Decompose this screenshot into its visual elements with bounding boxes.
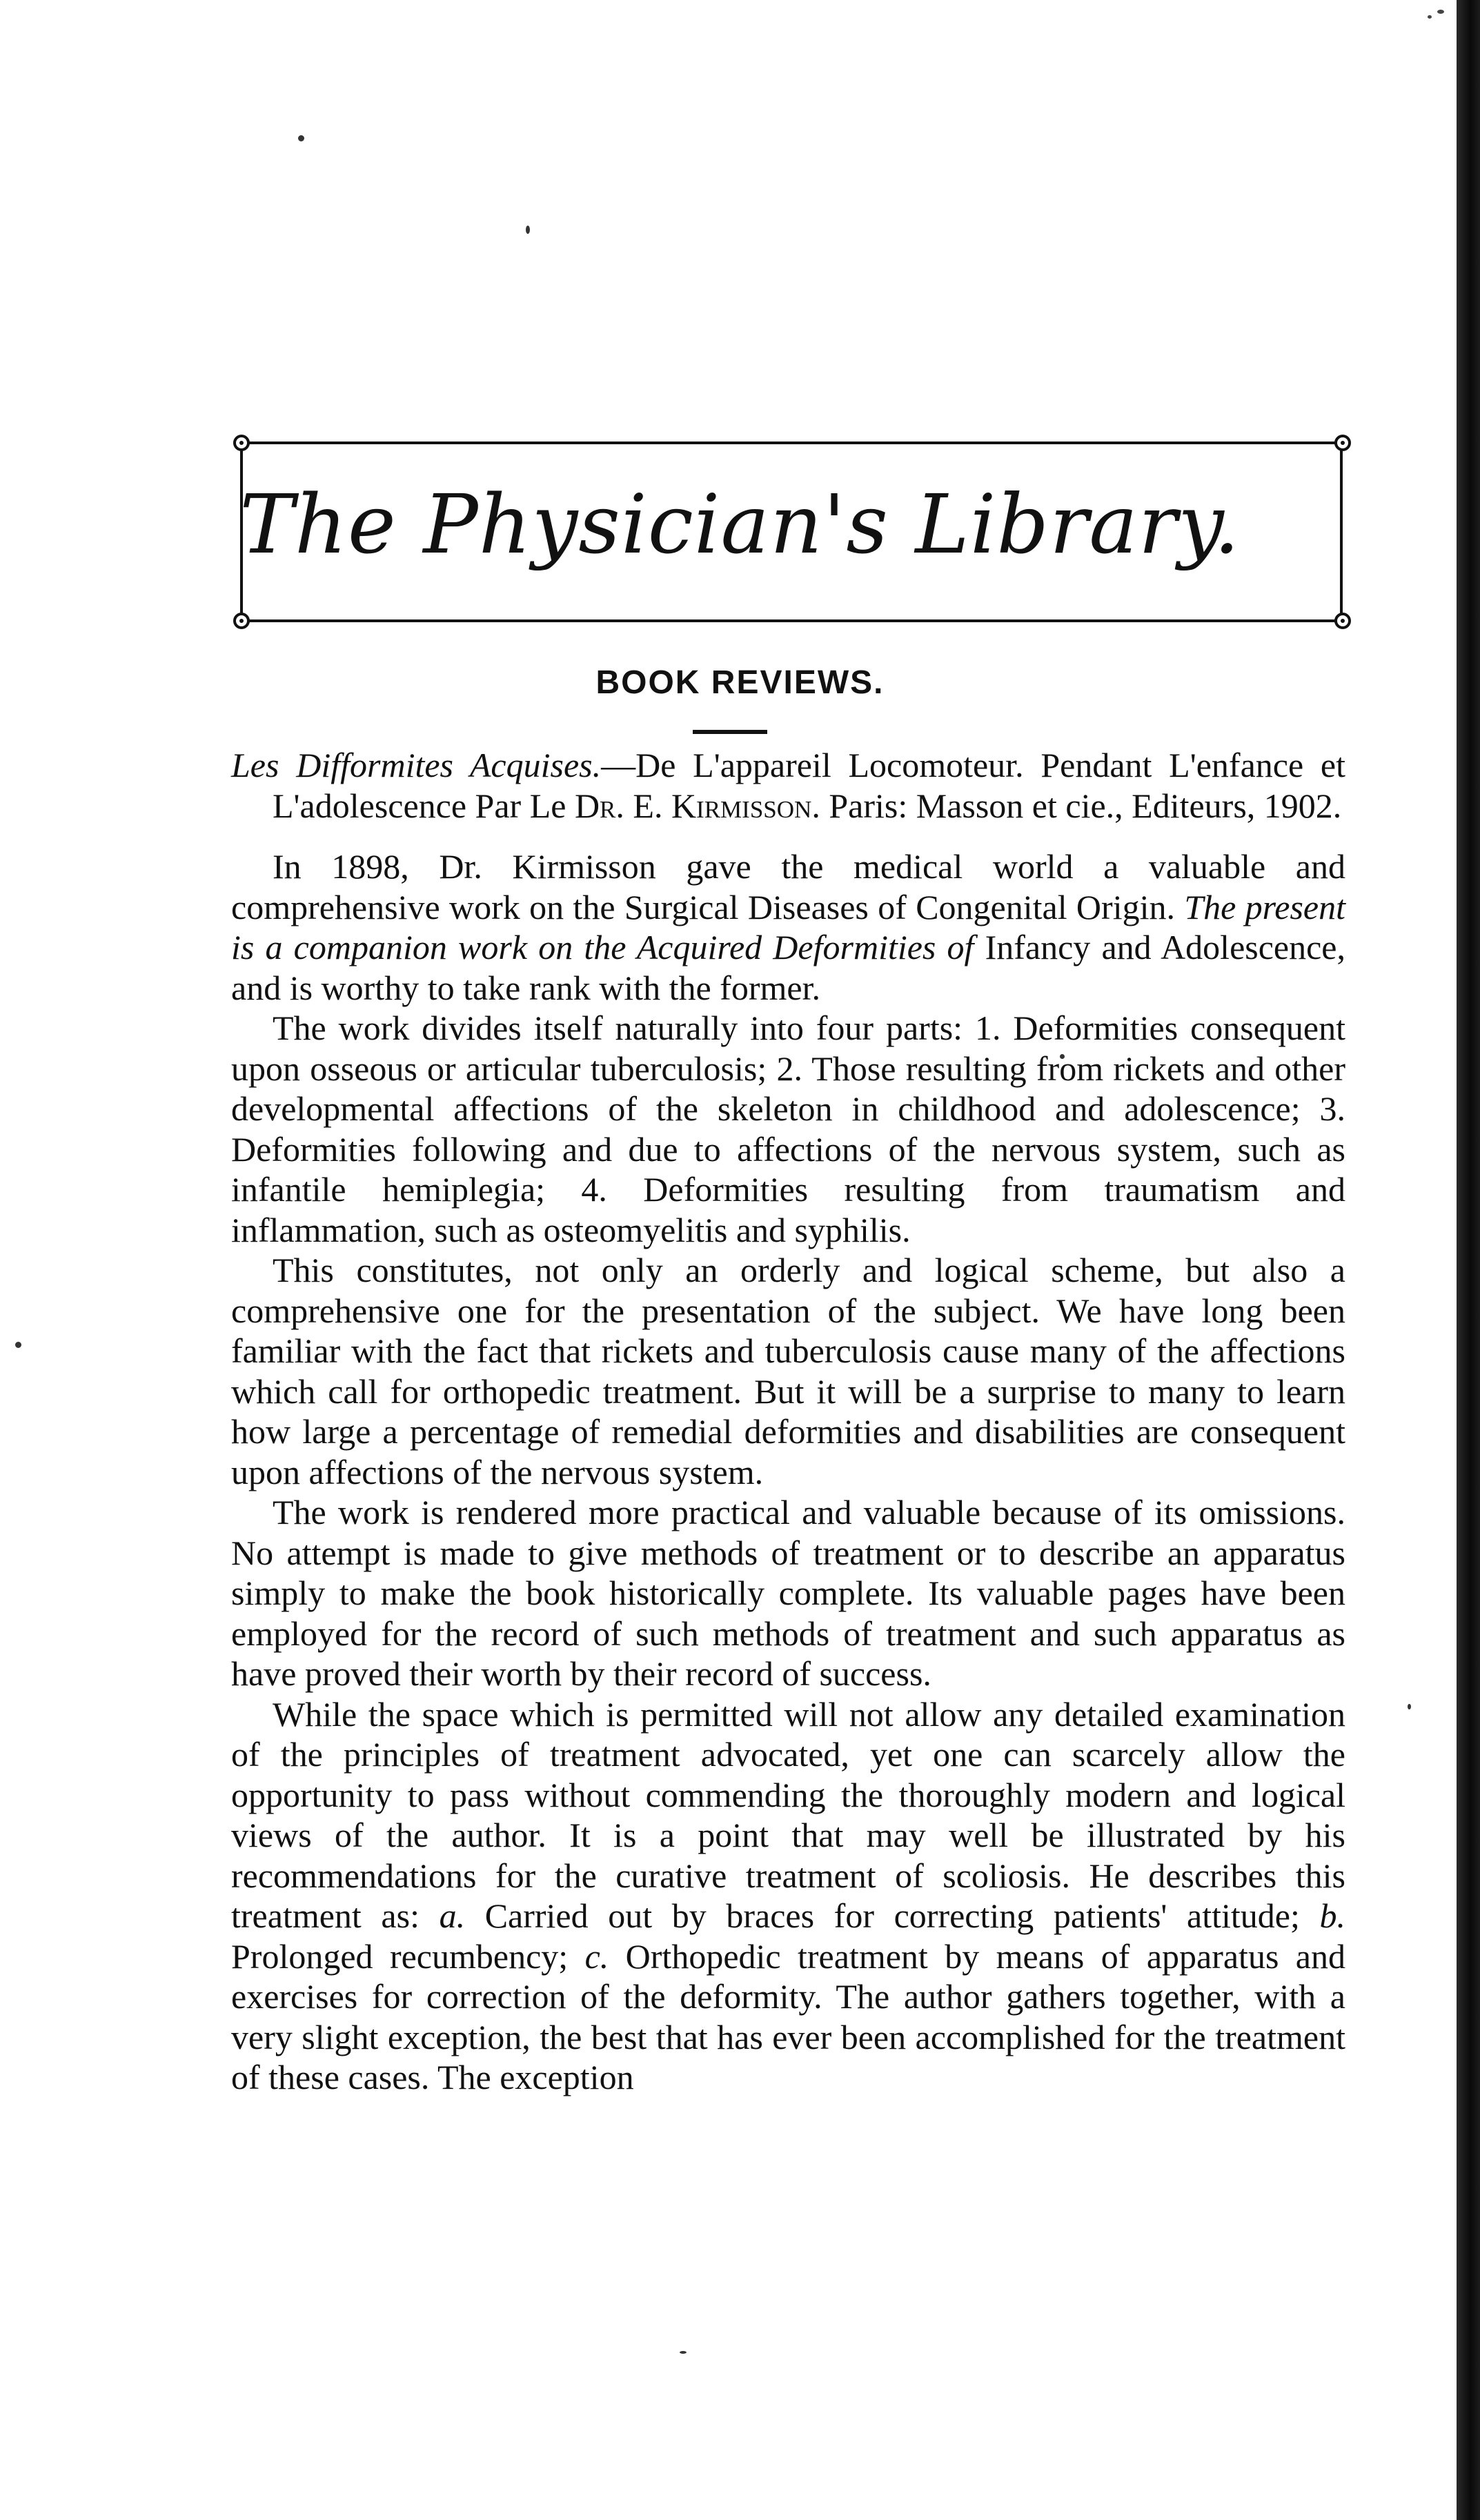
scan-speck <box>1408 1704 1411 1709</box>
paragraph-text: In 1898, Dr. Kirmisson gave the medical world a valuable and comprehensive work on the Surgical Diseases of Congenital Origin. <box>231 847 1345 926</box>
book-citation <box>231 745 1345 826</box>
review-paragraph-3: This constitutes, not only an orderly and logical scheme, but also a comprehensive one for the presentation of the subject. We have long been familiar with the fact that rickets and tuberculosis cause many of the affections which call for orthopedic treatment. But it will be a surprise to many to learn how large a percentage of remedial deformities and disabilities are consequent upon affections of the nervous system. <box>231 1251 1345 1491</box>
scan-speck <box>15 1342 21 1348</box>
list-letter: b. <box>1319 1896 1345 1935</box>
list-letter: c. <box>584 1936 609 1976</box>
corner-ornament-top-left <box>233 435 250 451</box>
paragraph-text: Carried out by braces for correcting patients' attitude; <box>465 1896 1320 1935</box>
paragraph-text-italic: The present is a companion work on the Acquired Deformities of <box>231 887 1346 966</box>
header-top-rule <box>241 442 1347 444</box>
review-text-column <box>231 745 1345 2098</box>
scan-speck <box>680 2351 687 2354</box>
scan-speck <box>1437 10 1444 14</box>
corner-ornament-bottom-left <box>233 613 250 629</box>
citation-author: Dr. E. Kirmisson. <box>574 786 820 825</box>
paragraph-text: While the space which is permitted will not allow any detailed examination of the principles of treatment advocated, yet one can scarcely allow the opportunity to pass without commending the thoroughly modern and logical views of the author. It is a point that may well be illustrated by his recommendations for the curative treatment of scoliosis. He describes this treatment as: <box>231 1694 1345 1935</box>
paragraph-text: Infancy and Adolescence, and is worthy to take rank with the former. <box>231 928 1345 1007</box>
corner-ornament-top-right <box>1334 435 1351 451</box>
header-bottom-rule <box>241 619 1347 622</box>
paragraph-text: Prolonged recumbency; <box>231 1936 585 1976</box>
scan-speck <box>1428 15 1432 19</box>
citation-dash: — <box>601 746 636 784</box>
citation-details: De L'appareil Locomoteur. Pendant L'enfance et L'adolescence Par Le <box>273 746 1345 825</box>
section-heading: BOOK REVIEWS. <box>595 664 885 701</box>
binding-edge-shadow <box>1457 0 1480 2520</box>
review-paragraph-2: The work divides itself naturally into four parts: 1. Deformities consequent upon osseous or articular tuberculosis; 2. Those resulting from rickets and other developmental affections of the skeleton in childhood and adolescence; 3. Deformities following and due to affections of the nervous system, such as infantile hemiplegia; 4. Deformities resulting from traumatism and inflammation, such as osteomyelitis and syphilis. <box>231 1009 1345 1249</box>
scan-speck <box>298 135 304 141</box>
citation-publisher: Paris: Masson et cie., Editeurs, 1902. <box>820 786 1342 825</box>
heading-divider <box>693 730 767 734</box>
library-title: The Physician's Library. <box>239 477 1241 572</box>
paragraph-text: Orthopedic treatment by means of apparatus and exercises for correction of the deformity. The author gathers together, with a very slight exception, the best that has ever been accomplished for the treatment of these cases. The exception <box>231 1936 1345 2096</box>
list-letter: a. <box>439 1896 466 1935</box>
corner-ornament-bottom-right <box>1334 613 1351 629</box>
scan-speck <box>526 226 530 234</box>
review-paragraph-5 <box>231 1694 1345 2098</box>
review-paragraph-1 <box>231 846 1345 1008</box>
book-title: Les Difformites Acquises. <box>231 746 602 784</box>
review-paragraph-4: The work is rendered more practical and valuable because of its omissions. No attempt is made to give methods of treatment or to describe an apparatus simply to make the book historically complete. Its valuable pages have been employed for the record of such methods of treatment and such apparatus as have proved their worth by their record of success. <box>231 1493 1345 1693</box>
